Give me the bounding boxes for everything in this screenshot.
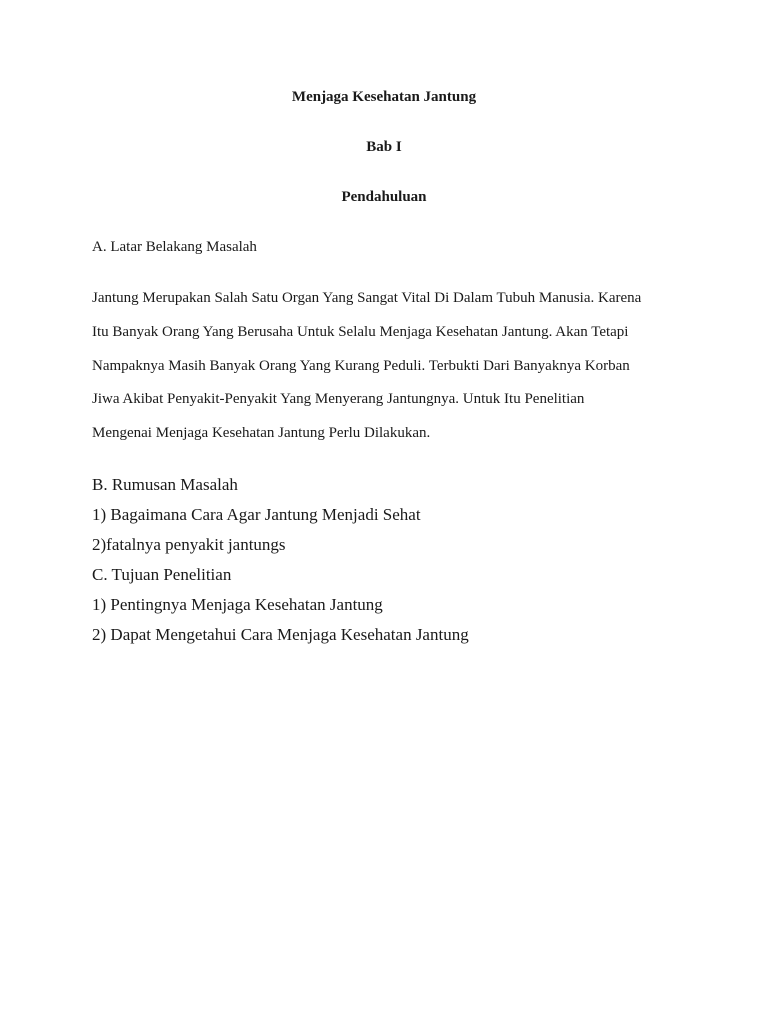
section-c-heading: C. Tujuan Penelitian [92,565,232,584]
paragraph-line: Mengenai Menjaga Kesehatan Jantung Perlu Dilakukan. [92,425,431,441]
section-b-heading: B. Rumusan Masalah [92,475,238,494]
list-item: 2) Dapat Mengetahui Cara Menjaga Kesehatan Jantung [92,625,469,644]
list-item: 2)fatalnya penyakit jantungs [92,535,286,554]
paragraph-line: Itu Banyak Orang Yang Berusaha Untuk Selalu Menjaga Kesehatan Jantung. Akan Tetapi [92,324,629,340]
list-item: 1) Bagaimana Cara Agar Jantung Menjadi Sehat [92,505,421,524]
list-item: 1) Pentingnya Menjaga Kesehatan Jantung [92,595,383,614]
paragraph-line: Nampaknya Masih Banyak Orang Yang Kurang Peduli. Terbukti Dari Banyaknya Korban [92,358,630,374]
chapter-label: Bab I [366,139,402,155]
paragraph-line: Jiwa Akibat Penyakit-Penyakit Yang Menyerang Jantungnya. Untuk Itu Penelitian [92,391,585,407]
section-a-heading: A. Latar Belakang Masalah [92,239,257,255]
chapter-title: Pendahuluan [341,189,427,205]
paragraph-line: Jantung Merupakan Salah Satu Organ Yang Sangat Vital Di Dalam Tubuh Manusia. Karena [92,290,642,306]
document-title: Menjaga Kesehatan Jantung [291,89,477,105]
